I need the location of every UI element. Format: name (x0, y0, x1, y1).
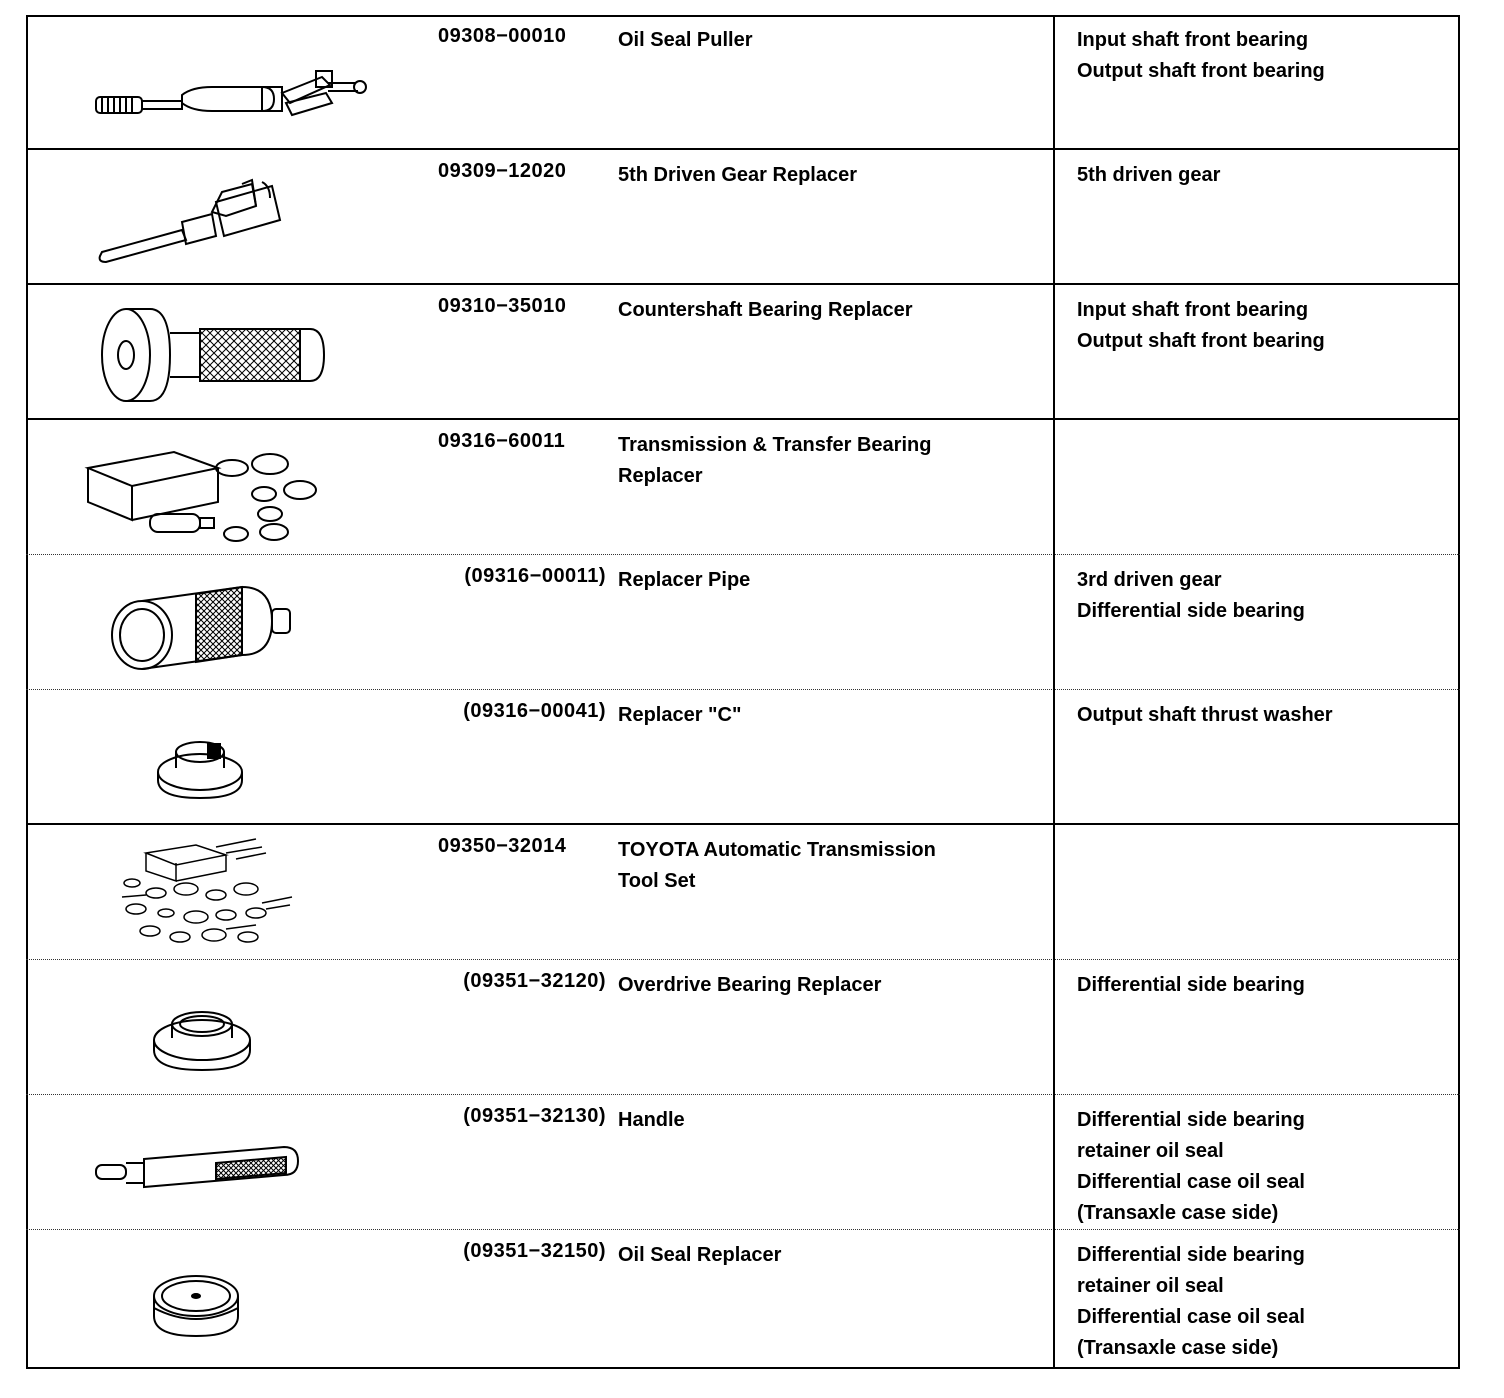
table-row (26, 420, 1460, 555)
table-row (26, 825, 1460, 960)
table-row (26, 960, 1460, 1095)
tool-use-line: Output shaft front bearing (1077, 330, 1325, 352)
tool-set-illustration (66, 833, 426, 951)
table-row (26, 690, 1460, 825)
part-number: 09308−00010 (438, 25, 567, 47)
tool-use (1077, 160, 1447, 191)
tool-name-line: Replacer Pipe (618, 569, 751, 591)
tool-name-line: TOYOTA Automatic Transmission (618, 839, 936, 861)
tool-name (618, 160, 1038, 191)
tool-use (1077, 1240, 1447, 1364)
handle-illustration (66, 1103, 426, 1221)
tool-use-line: Differential side bearing (1077, 1109, 1305, 1131)
oil-seal-replacer-illustration (66, 1238, 426, 1356)
part-number: 09350−32014 (438, 835, 567, 857)
tool-use-line: Differential side bearing (1077, 974, 1305, 996)
table-row (26, 15, 1460, 150)
tool-name-line: Replacer (618, 465, 703, 487)
table-row (26, 1230, 1460, 1365)
tool-use-line: Differential case oil seal (1077, 1171, 1305, 1193)
special-tools-table (26, 15, 1460, 1369)
tool-use-line: Input shaft front bearing (1077, 299, 1309, 321)
tool-name-line: Handle (618, 1109, 685, 1131)
tool-name (618, 1105, 1038, 1136)
oil-seal-puller-illustration (66, 23, 426, 141)
countershaft-replacer-illustration (66, 293, 426, 411)
part-number: (09351−32150) (463, 1240, 606, 1262)
part-number: (09316−00041) (463, 700, 606, 722)
table-row (26, 555, 1460, 690)
tool-use-line: Differential case oil seal (1077, 1306, 1305, 1328)
tool-name-line: 5th Driven Gear Replacer (618, 164, 857, 186)
tool-use (1077, 25, 1447, 87)
part-number: 09309−12020 (438, 160, 567, 182)
tool-use-line: 5th driven gear (1077, 164, 1221, 186)
table-row (26, 150, 1460, 285)
part-number: (09351−32120) (463, 970, 606, 992)
tool-name-line: Overdrive Bearing Replacer (618, 974, 882, 996)
tool-name (618, 295, 1038, 326)
tool-use (1077, 970, 1447, 1001)
tool-name (618, 700, 1038, 731)
tool-name-line: Oil Seal Replacer (618, 1244, 782, 1266)
tool-name-line: Tool Set (618, 870, 696, 892)
tool-use-line: (Transaxle case side) (1077, 1202, 1279, 1224)
overdrive-replacer-illustration (66, 968, 426, 1086)
tool-name (618, 25, 1038, 56)
tool-use-line: Differential side bearing (1077, 1244, 1305, 1266)
part-number: (09316−00011) (464, 565, 606, 587)
tool-use (1077, 700, 1447, 731)
tool-use-line: (Transaxle case side) (1077, 1337, 1279, 1359)
table-row (26, 285, 1460, 420)
replacer-pipe-illustration (66, 563, 426, 681)
gear-replacer-illustration (66, 158, 426, 276)
tool-name (618, 835, 1038, 897)
part-number: 09316−60011 (438, 430, 566, 452)
tool-name-line: Replacer "C" (618, 704, 742, 726)
tool-use-line: retainer oil seal (1077, 1140, 1224, 1162)
tool-name (618, 1240, 1038, 1271)
tool-use (1077, 565, 1447, 627)
tool-name-line: Countershaft Bearing Replacer (618, 299, 913, 321)
tool-name-line: Oil Seal Puller (618, 29, 753, 51)
tool-name (618, 970, 1038, 1001)
table-row (26, 1095, 1460, 1230)
tool-name (618, 430, 1038, 492)
column-divider (1053, 15, 1055, 1369)
tool-name (618, 565, 1038, 596)
tool-use-line: Output shaft thrust washer (1077, 704, 1333, 726)
tool-use-line: Output shaft front bearing (1077, 60, 1325, 82)
tool-use-line: Differential side bearing (1077, 600, 1305, 622)
tool-use (1077, 1105, 1447, 1229)
tool-use-line: Input shaft front bearing (1077, 29, 1309, 51)
part-number: 09310−35010 (438, 295, 567, 317)
part-number: (09351−32130) (463, 1105, 606, 1127)
tool-use-line: retainer oil seal (1077, 1275, 1224, 1297)
tool-use-line: 3rd driven gear (1077, 569, 1222, 591)
tool-name-line: Transmission & Transfer Bearing (618, 434, 932, 456)
bearing-replacer-set-illustration (66, 428, 426, 546)
tool-use (1077, 295, 1447, 357)
replacer-c-illustration (66, 698, 426, 816)
